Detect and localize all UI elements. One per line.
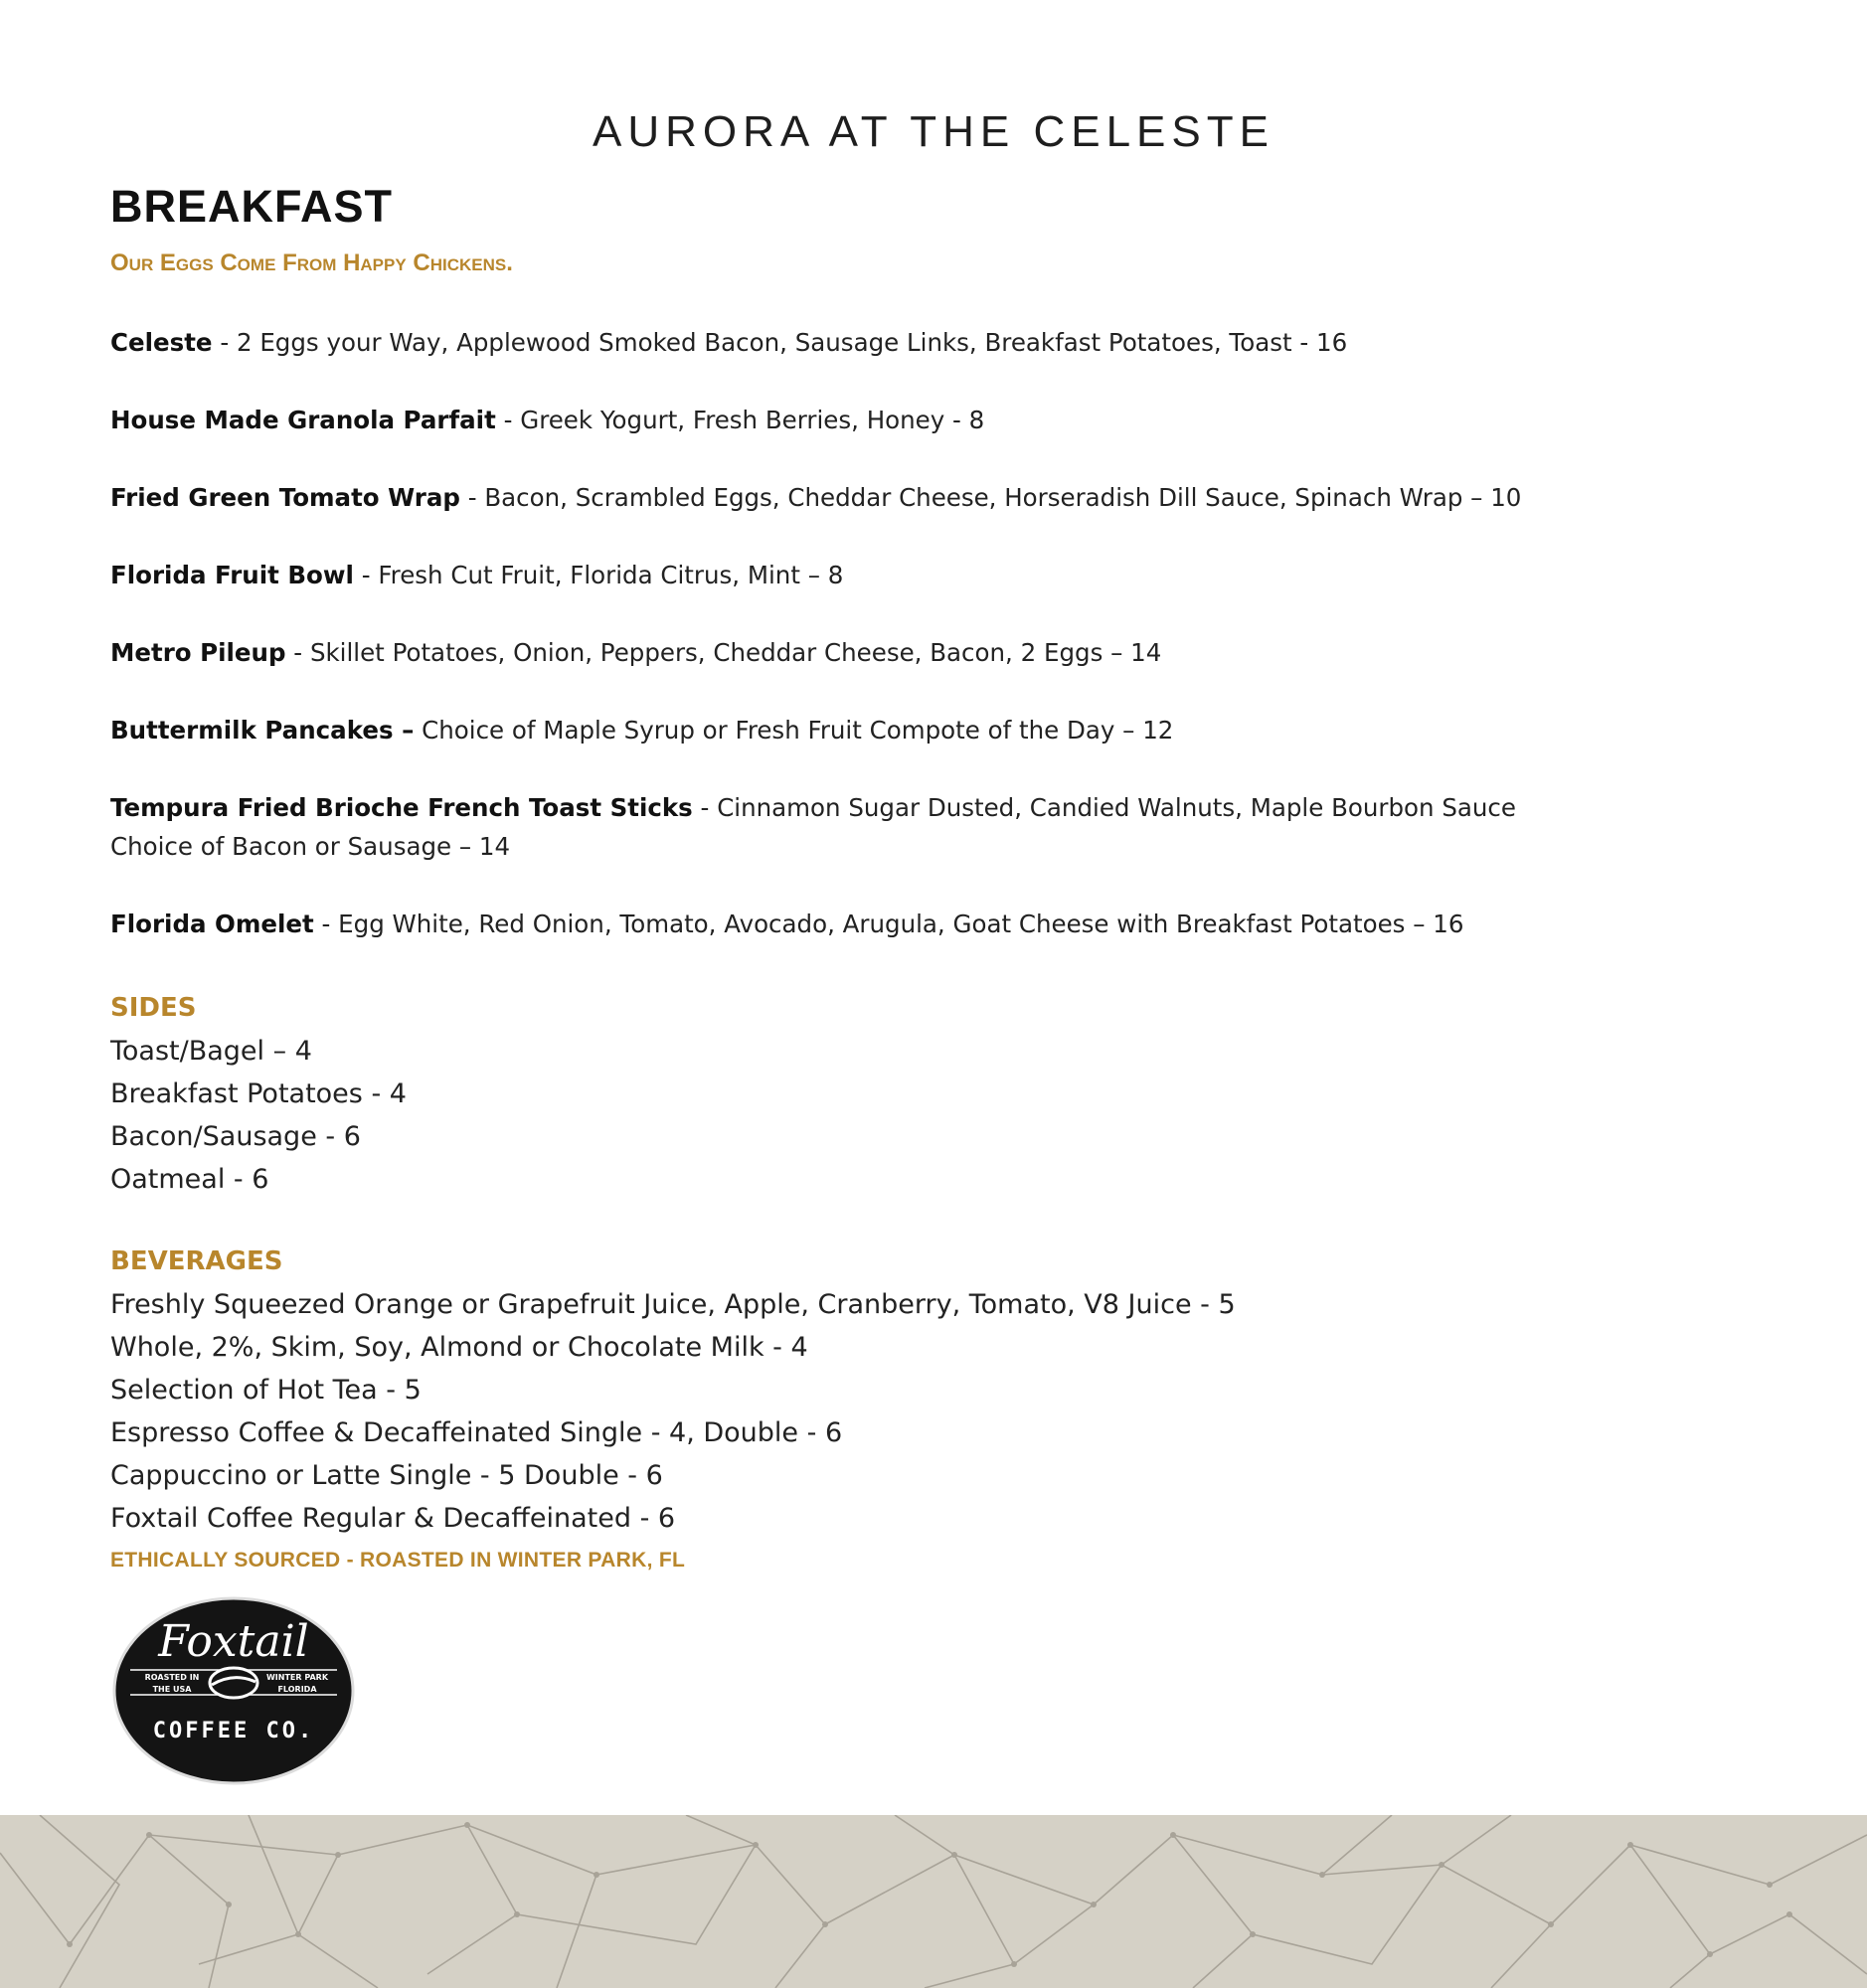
menu-item-desc: Cinnamon Sugar Dusted, Candied Walnuts, Maple Bourbon Sauce xyxy=(717,793,1516,822)
svg-text:ROASTED IN: ROASTED IN xyxy=(144,1673,200,1682)
menu-item-tomato-wrap: Fried Green Tomato Wrap - Bacon, Scrambled Eggs, Cheddar Cheese, Horseradish Dill Sauce, Spinach Wrap – 10 xyxy=(110,483,1522,512)
menu-item-desc: Fresh Cut Fruit, Florida Citrus, Mint – 8 xyxy=(378,561,844,589)
menu-item-name: Fried Green Tomato Wrap xyxy=(110,483,460,512)
svg-text:FLORIDA: FLORIDA xyxy=(277,1685,317,1694)
menu-item-desc: Greek Yogurt, Fresh Berries, Honey - 8 xyxy=(520,406,985,434)
menu-item-fruit-bowl: Florida Fruit Bowl - Fresh Cut Fruit, Florida Citrus, Mint – 8 xyxy=(110,561,844,589)
menu-item-name: Florida Fruit Bowl xyxy=(110,561,354,589)
svg-text:THE USA: THE USA xyxy=(152,1685,192,1694)
constellation-pattern xyxy=(0,1815,1867,1988)
menu-item-name: House Made Granola Parfait xyxy=(110,406,496,434)
sourcing-note: ETHICALLY SOURCED - ROASTED IN WINTER PARK, FL xyxy=(110,1549,686,1572)
beverages-heading: BEVERAGES xyxy=(110,1246,283,1276)
menu-item-name: Florida Omelet xyxy=(110,910,314,938)
sides-list xyxy=(110,1030,407,1201)
breakfast-heading: BREAKFAST xyxy=(110,181,394,232)
side-item: Toast/Bagel – 4 xyxy=(110,1036,312,1067)
menu-item-celeste: Celeste - 2 Eggs your Way, Applewood Smoked Bacon, Sausage Links, Breakfast Potatoes, Toast - 16 xyxy=(110,328,1348,357)
menu-item-name: Buttermilk Pancakes – xyxy=(110,716,415,745)
beverage-item: Espresso Coffee & Decaffeinated Single - 4, Double - 6 xyxy=(110,1417,843,1448)
beverage-item: Whole, 2%, Skim, Soy, Almond or Chocolate Milk - 4 xyxy=(110,1332,808,1363)
beverage-item: Foxtail Coffee Regular & Decaffeinated - 6 xyxy=(110,1503,676,1534)
menu-item-metro-pileup: Metro Pileup - Skillet Potatoes, Onion, Peppers, Cheddar Cheese, Bacon, 2 Eggs – 14 xyxy=(110,638,1162,667)
menu-item-name: Celeste xyxy=(110,328,213,357)
menu-item-desc: Choice of Maple Syrup or Fresh Fruit Compote of the Day – 12 xyxy=(422,716,1174,745)
menu-item-pancakes xyxy=(110,711,1800,749)
menu-item-desc: Egg White, Red Onion, Tomato, Avocado, Arugula, Goat Cheese with Breakfast Potatoes – 16 xyxy=(338,910,1464,938)
menu-item-desc: 2 Eggs your Way, Applewood Smoked Bacon, Sausage Links, Breakfast Potatoes, Toast - 16 xyxy=(236,328,1348,357)
restaurant-name: AURORA AT THE CELESTE xyxy=(593,107,1274,156)
breakfast-menu-list xyxy=(110,323,1800,982)
side-item: Breakfast Potatoes - 4 xyxy=(110,1078,407,1109)
coffee-bean-icon xyxy=(210,1668,257,1698)
menu-item-desc-line2: Choice of Bacon or Sausage – 14 xyxy=(110,832,511,861)
menu-item-name: Metro Pileup xyxy=(110,638,286,667)
decorative-footer-band xyxy=(0,1815,1867,1988)
menu-item-desc: Bacon, Scrambled Eggs, Cheddar Cheese, Horseradish Dill Sauce, Spinach Wrap – 10 xyxy=(484,483,1522,512)
menu-item-desc: Skillet Potatoes, Onion, Peppers, Cheddar Cheese, Bacon, 2 Eggs – 14 xyxy=(309,638,1162,667)
beverage-item: Freshly Squeezed Orange or Grapefruit Juice, Apple, Cranberry, Tomato, V8 Juice - 5 xyxy=(110,1289,1236,1320)
sides-heading: SIDES xyxy=(110,993,197,1023)
menu-item-name: Tempura Fried Brioche French Toast Sticks xyxy=(110,793,693,822)
svg-text:WINTER PARK: WINTER PARK xyxy=(265,1673,329,1682)
menu-item-granola-parfait: House Made Granola Parfait - Greek Yogurt, Fresh Berries, Honey - 8 xyxy=(110,406,985,434)
beverage-item: Cappuccino or Latte Single - 5 Double - 6 xyxy=(110,1460,663,1491)
logo-script-text: Foxtail xyxy=(158,1616,309,1667)
side-item: Bacon/Sausage - 6 xyxy=(110,1121,361,1152)
beverage-item: Selection of Hot Tea - 5 xyxy=(110,1375,422,1406)
beverages-list xyxy=(110,1283,1236,1540)
foxtail-coffee-logo xyxy=(112,1596,355,1785)
logo-bottom-text: COFFEE CO. xyxy=(152,1719,315,1743)
menu-item-french-toast-sticks: Tempura Fried Brioche French Toast Sticks - Cinnamon Sugar Dusted, Candied Walnuts, Maple Bourbon Sauce Choice of Bacon or Sausage – 14 xyxy=(110,793,1516,861)
side-item: Oatmeal - 6 xyxy=(110,1164,269,1195)
tagline: Our Eggs Come From Happy Chickens. xyxy=(110,249,513,276)
menu-item-florida-omelet: Florida Omelet - Egg White, Red Onion, Tomato, Avocado, Arugula, Goat Cheese with Breakfast Potatoes – 16 xyxy=(110,910,1464,938)
